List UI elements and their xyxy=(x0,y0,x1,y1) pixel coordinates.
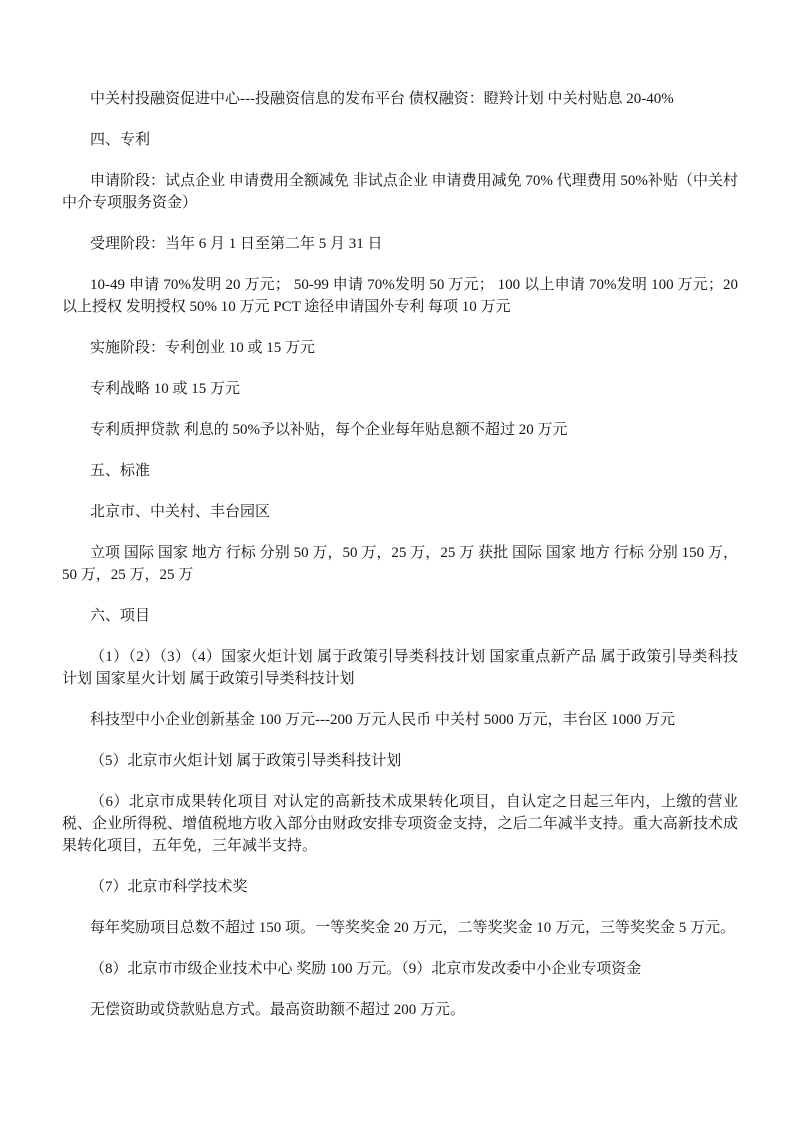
paragraph-standards-amounts: 立项 国际 国家 地方 行标 分别 50 万，50 万，25 万，25 万 获批 国际 国家 地方 行标 分别 150 万，50 万，25 万，25 万 xyxy=(62,545,738,583)
section-heading-patents: 四、专利 xyxy=(90,132,151,148)
paragraph-standards-regions: 北京市、中关村、丰台园区 xyxy=(90,504,271,520)
section-heading-standards: 五、标准 xyxy=(90,463,151,479)
paragraph-enterprise-tech-center: （8）北京市市级企业技术中心 奖励 100 万元。（9）北京市发改委中小企业专项资金 xyxy=(90,961,642,977)
paragraph-grant-or-loan-subsidy: 无偿资助或贷款贴息方式。最高资助额不超过 200 万元。 xyxy=(90,1002,466,1018)
paragraph-beijing-torch-program: （5）北京市火炬计划 属于政策引导类科技计划 xyxy=(90,753,402,769)
paragraph-application-stage: 申请阶段：试点企业 申请费用全额减免 非试点企业 申请费用减免 70% 代理费用 50%补贴（中关村中介专项服务资金） xyxy=(62,173,738,211)
paragraph-patent-tiers: 10-49 申请 70%发明 20 万元； 50-99 申请 70%发明 50 万元； 100 以上申请 70%发明 100 万元；20 以上授权 发明授权 50% 10 万元 PCT 途径申请国外专利 每项 10 万元 xyxy=(62,277,738,315)
paragraph-science-award-heading: （7）北京市科学技术奖 xyxy=(90,879,248,895)
paragraph-science-award-amounts: 每年奖励项目总数不超过 150 项。一等奖奖金 20 万元，二等奖奖金 10 万元，三等奖奖金 5 万元。 xyxy=(90,920,736,936)
paragraph-sme-innovation-fund: 科技型中小企业创新基金 100 万元---200 万元人民币 中关村 5000 万元，丰台区 1000 万元 xyxy=(90,712,675,728)
paragraph-national-programs: （1）（2）（3）（4）国家火炬计划 属于政策引导类科技计划 国家重点新产品 属于政策引导类科技计划 国家星火计划 属于政策引导类科技计划 xyxy=(62,649,738,687)
paragraph-achievement-transformation: （6）北京市成果转化项目 对认定的高新技术成果转化项目，自认定之日起三年内，上缴的营业税、企业所得税、增值税地方收入部分由财政安排专项资金支持，之后二年减半支持。重大高新技术成果转化项目，五年免，三年减半支持。 xyxy=(62,794,738,854)
document-body xyxy=(62,88,738,1040)
section-heading-projects: 六、项目 xyxy=(90,608,151,624)
paragraph-financing-platform: 中关村投融资促进中心---投融资信息的发布平台 债权融资：瞪羚计划 中关村贴息 20-40% xyxy=(90,91,674,107)
paragraph-implementation-stage: 实施阶段：专利创业 10 或 15 万元 xyxy=(90,340,316,356)
paragraph-patent-strategy: 专利战略 10 或 15 万元 xyxy=(90,381,241,397)
paragraph-patent-pledge-loan: 专利质押贷款 利息的 50%予以补贴，每个企业每年贴息额不超过 20 万元 xyxy=(90,422,568,438)
paragraph-acceptance-stage: 受理阶段：当年 6 月 1 日至第二年 5 月 31 日 xyxy=(90,236,383,252)
